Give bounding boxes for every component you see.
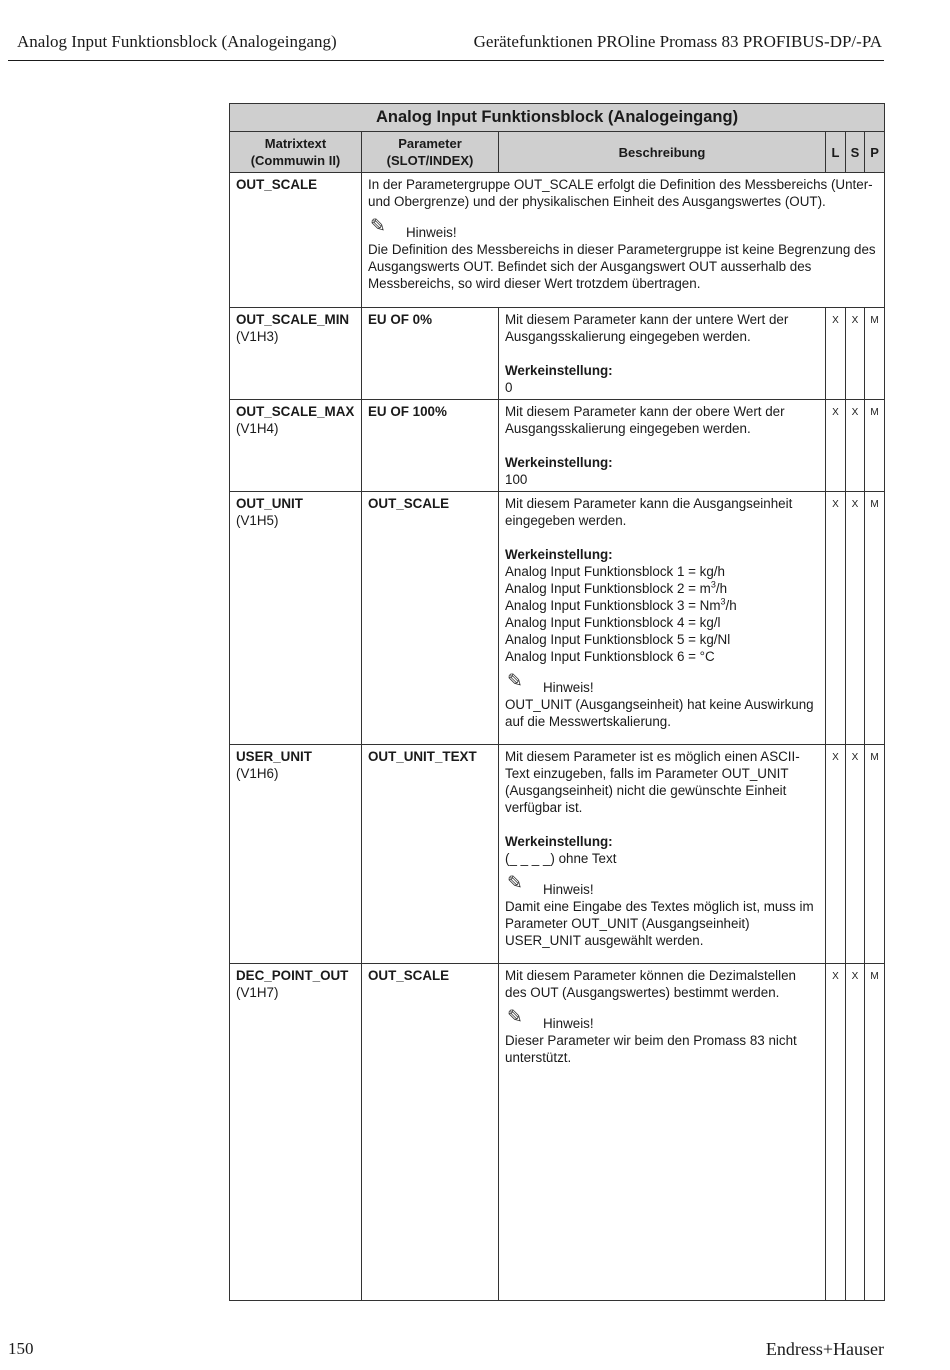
- default-value: Analog Input Funktionsblock 4 = kg/l: [505, 615, 721, 630]
- parameter-table: [229, 103, 885, 1301]
- matrix-name: USER_UNIT: [236, 749, 312, 764]
- access-s: X: [846, 400, 865, 492]
- matrix-code: (V1H3): [236, 329, 279, 344]
- access-p: M: [865, 964, 885, 1301]
- note-text: OUT_UNIT (Ausgangseinheit) hat keine Auswirkung auf die Messwertskalierung.: [505, 697, 814, 729]
- default-label: Werkeinstellung:: [505, 363, 613, 378]
- column-header-s: S: [846, 132, 865, 173]
- access-s: X: [846, 308, 865, 400]
- note: [505, 874, 821, 898]
- page-number: 150: [8, 1339, 34, 1358]
- default-label: Werkeinstellung:: [505, 834, 613, 849]
- default-value: 100: [505, 472, 528, 487]
- default-value: Analog Input Funktionsblock 1 = kg/h: [505, 564, 725, 579]
- pencil-note-icon: ✎: [507, 873, 523, 894]
- default-label: Werkeinstellung:: [505, 547, 613, 562]
- description-cell: [499, 492, 826, 745]
- description-text: Mit diesem Parameter können die Dezimalstellen des OUT (Ausgangswertes) bestimmt werden.: [505, 968, 797, 1000]
- note-label: Hinweis!: [406, 225, 457, 240]
- table-row: [230, 308, 885, 400]
- matrix-code: (V1H5): [236, 513, 279, 528]
- description-cell: [499, 745, 826, 964]
- description-cell: [499, 964, 826, 1301]
- page-header: [8, 28, 884, 61]
- access-s: X: [846, 964, 865, 1301]
- parameter-name: EU OF 100%: [362, 400, 499, 492]
- matrix-name: OUT_SCALE_MAX: [236, 404, 355, 419]
- access-p: M: [865, 308, 885, 400]
- default-value: 0: [505, 380, 513, 395]
- default-value: (_ _ _ _) ohne Text: [505, 851, 617, 866]
- matrix-code: (V1H7): [236, 985, 279, 1000]
- group-note: [368, 217, 880, 241]
- table-row: [230, 492, 885, 745]
- matrix-name: OUT_UNIT: [236, 496, 303, 511]
- access-l: X: [826, 964, 846, 1301]
- description-cell: [499, 400, 826, 492]
- access-l: X: [826, 745, 846, 964]
- parameter-name: OUT_SCALE: [362, 964, 499, 1301]
- note: [505, 1008, 821, 1032]
- description-cell: [499, 308, 826, 400]
- header-chapter-title: Analog Input Funktionsblock (Analogeingang): [17, 32, 337, 51]
- default-value: Analog Input Funktionsblock 5 = kg/Nl: [505, 632, 731, 647]
- pencil-note-icon: ✎: [370, 216, 386, 237]
- default-value: Analog Input Funktionsblock $3 = Nm^3/h$: [505, 596, 737, 613]
- column-header-parameter: Parameter (SLOT/INDEX): [362, 132, 499, 173]
- table-title: Analog Input Funktionsblock (Analogeingang): [230, 104, 885, 132]
- parameter-name: OUT_SCALE: [362, 492, 499, 745]
- access-l: X: [826, 308, 846, 400]
- table-row: [230, 745, 885, 964]
- note-label: Hinweis!: [543, 680, 594, 695]
- group-description: In der Parametergruppe OUT_SCALE erfolgt die Definition des Messbereichs (Unter- und Obergrenze) und der physikalischen Einheit des Ausgangswertes (OUT).: [368, 177, 873, 209]
- matrix-code: (V1H6): [236, 766, 279, 781]
- description-text: Mit diesem Parameter kann der obere Wert der Ausgangsskalierung eingegeben werden.: [505, 404, 785, 436]
- brand-logo: Endress+Hauser: [765, 1339, 884, 1359]
- note: [505, 672, 821, 696]
- column-header-p: P: [865, 132, 885, 173]
- access-s: X: [846, 492, 865, 745]
- note-text: Dieser Parameter wir beim den Promass 83 nicht unterstützt.: [505, 1033, 797, 1065]
- access-p: M: [865, 400, 885, 492]
- access-l: X: [826, 492, 846, 745]
- access-s: X: [846, 745, 865, 964]
- group-description-cell: [362, 173, 885, 308]
- parameter-name: EU OF 0%: [362, 308, 499, 400]
- matrix-name: DEC_POINT_OUT: [236, 968, 349, 983]
- header-document-title: Gerätefunktionen PROline Promass 83 PROFIBUS-DP/-PA: [473, 32, 882, 51]
- access-p: M: [865, 745, 885, 964]
- note-text: Damit eine Eingabe des Textes möglich ist, muss im Parameter OUT_UNIT (Ausgangseinheit) USER_UNIT ausgewählt werden.: [505, 899, 814, 948]
- description-text: Mit diesem Parameter ist es möglich einen ASCII-Text einzugeben, falls im Parameter OUT_UNIT (Ausgangseinheit) nicht die gewünschte Einheit verfügbar ist.: [505, 749, 800, 815]
- table-row: [230, 964, 885, 1301]
- group-note-text: Die Definition des Messbereichs in dieser Parametergruppe ist keine Begrenzung des Ausgangswerts OUT. Befindet sich der Ausgangswert OUT ausserhalb des Messbereichs, so wird dieser Wert trotzdem übertragen.: [368, 242, 876, 291]
- column-header-matrixtext: Matrixtext (Commuwin II): [230, 132, 362, 173]
- column-header-row: [230, 132, 885, 173]
- table-row-group-out-scale: [230, 173, 885, 308]
- description-text: Mit diesem Parameter kann die Ausgangseinheit eingegeben werden.: [505, 496, 793, 528]
- matrix-name: OUT_SCALE_MIN: [236, 312, 350, 327]
- description-text: Mit diesem Parameter kann der untere Wert der Ausgangsskalierung eingegeben werden.: [505, 312, 789, 344]
- column-header-beschreibung: Beschreibung: [499, 132, 826, 173]
- note-label: Hinweis!: [543, 882, 594, 897]
- matrix-code: (V1H4): [236, 421, 279, 436]
- table-row: [230, 400, 885, 492]
- default-value: Analog Input Funktionsblock 6 = °C: [505, 649, 715, 664]
- pencil-note-icon: ✎: [507, 671, 523, 692]
- access-l: X: [826, 400, 846, 492]
- parameter-name: OUT_UNIT_TEXT: [362, 745, 499, 964]
- group-name: OUT_SCALE: [230, 173, 362, 308]
- default-label: Werkeinstellung:: [505, 455, 613, 470]
- pencil-note-icon: ✎: [507, 1007, 523, 1028]
- access-p: M: [865, 492, 885, 745]
- default-value: Analog Input Funktionsblock $2 = m^3/h$: [505, 579, 728, 596]
- column-header-l: L: [826, 132, 846, 173]
- note-label: Hinweis!: [543, 1016, 594, 1031]
